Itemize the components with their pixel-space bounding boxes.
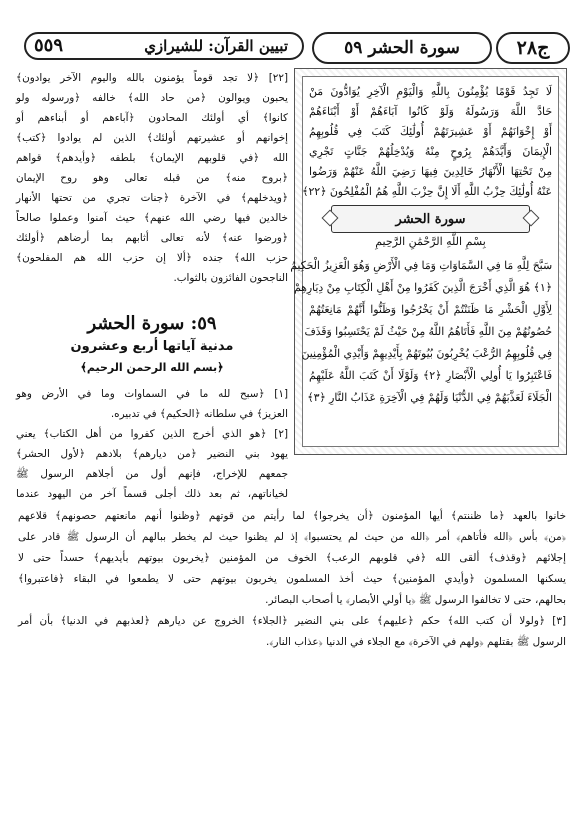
quran-text-frame [290,76,559,447]
tafsir-line: حزب الله﴾ جنده ﴿ألا إن حزب الله هم المفلحون﴾ [16,252,288,264]
quran-line: لَا تَجِدُ قَوْمًا يُؤْمِنُونَ بِاللَّهِ وَالْيَوْمِ الْآخِرِ يُوَادُّونَ مَنْ [309,85,552,98]
full-width-line: يسكنها المسلمون ﴿وأيدي المؤمنين﴾ حيث أخذ المسلمون يخربون بيوتهم حتى لا يطمعوا في البقاء ﴿فاعتبروا﴾ [18,573,566,585]
full-width-line: بحالهم، حتى لا تخالفوا الرسول ﷺ ﴿يا أولي الأبصار﴾ يا أصحاب البصائر. [265,594,566,606]
quran-line: لِأَوَّلِ الْحَشْرِ مَا ظَنَنْتُمْ أَنْ يَخْرُجُوا وَظَنُّوا أَنَّهُمْ مَانِعَتُهُمْ [309,303,552,316]
quran-panel [290,68,567,455]
quran-line: سَبَّحَ لِلَّهِ مَا فِي السَّمَاوَاتِ وَمَا فِي الْأَرْضِ وَهُوَ الْعَزِيزُ الْحَكِيمُ [290,259,552,272]
full-width-line: [٣] ﴿ولولا أن كتب الله﴾ حكم ﴿عليهم﴾ على بني النضير ﴿الجلاء﴾ الخروج عن ديارهم ﴿لعذبهم في الدنيا﴾ بأن أمر [18,615,566,627]
full-width-line: ﴿من﴾ بأس ﴿الله فأتاهم﴾ أمر ﴿الله من حيث لم يحتسبوا﴾ إذ لم يظنوا حيث لم يخطر ببالهم أن الرسول ﷺ قادر على [18,531,566,543]
tafsir-line: إخوانهم أو عشيرتهم أولئك﴾ الذين لم يوادوا ﴿كتب﴾ [16,132,288,144]
page-header [14,30,570,64]
tafsir-line: ﴿بروح منه﴾ من قبله تعالى وهو روح الإيمان [16,172,288,184]
tafsir-line: جمعهم للإخراج، فإنهم أول من أجلاهم الرسول ﷺ [16,468,288,480]
juz-label: ج٢٨ [496,32,570,64]
quran-line: فَاعْتَبِرُوا يَا أُولِي الْأَبْصَارِ ﴿٢﴾ وَلَوْلَا أَنْ كَتَبَ اللَّهُ عَلَيْهِمُ [309,369,553,382]
quran-basmala: بِسْمِ اللَّهِ الرَّحْمَٰنِ الرَّحِيمِ [375,235,486,248]
quran-line: مِنْ تَحْتِهَا الْأَنْهَارُ خَالِدِينَ فِيهَا رَضِيَ اللَّهُ عَنْهُمْ وَرَضُوا [309,165,552,178]
quran-line: حَادَّ اللَّهَ وَرَسُولَهُ وَلَوْ كَانُوا آبَاءَهُمْ أَوْ أَبْنَاءَهُمْ [309,105,552,118]
tafsir-line: ﴿ورضوا عنه﴾ لأنه تعالى أثابهم بما أرضاهم ﴿أولئك [16,232,288,244]
tafsir-surah-info: مدنية آياتها أربع وعشرون [70,339,234,354]
tafsir-line: الله ﴿في قلوبهم الإيمان﴾ بلطفه ﴿وأيدهم﴾ قواهم [16,152,288,164]
quran-line: ﴿١﴾ هُوَ الَّذِي أَخْرَجَ الَّذِينَ كَفَرُوا مِنْ أَهْلِ الْكِتَابِ مِنْ دِيَارِهِمْ [293,281,552,294]
tafsir-basmala: ﴿بسم الله الرحمن الرحيم﴾ [80,361,224,374]
quran-line: حُصُونُهُمْ مِنَ اللَّهِ فَأَتَاهُمُ اللَّهُ مِنْ حَيْثُ لَمْ يَحْتَسِبُوا وَقَذَفَ [304,325,552,338]
tafsir-line: [١] ﴿سبح لله ما في السماوات وما في الأرض وهو [16,388,288,400]
tafsir-line: العزيز﴾ في سلطانه ﴿الحكيم﴾ في تدبيره. [110,408,288,420]
tafsir-line: ﴿ويدخلهم﴾ في الآخرة ﴿جنات تجري من تحتها الأنهار [16,192,288,204]
surah-header: سورة الحشر ٥٩ [312,32,492,64]
full-width-line: خانوا بالعهد ﴿ما ظننتم﴾ أيها المؤمنون ﴿أن يخرجوا﴾ لما رأيتم من قوتهم ﴿وظنوا أنهم مانعتهم حصونهم﴾ قلاعهم [18,510,566,522]
tafsir-line: [٢] ﴿هو الذي أخرج الذين كفروا من أهل الكتاب﴾ يعني [16,428,288,440]
tafsir-line: لخياناتهم، ثم بعد ذلك أجلى قسماً آخر من اليهود عندما [16,488,288,500]
tafsir-line: الناجحون الفائزون بالثواب. [173,272,288,284]
book-title-box [24,32,304,60]
quran-line: الْإِيمَانَ وَأَيَّدَهُمْ بِرُوحٍ مِنْهُ وَيُدْخِلُهُمْ جَنَّاتٍ تَجْرِي [309,145,552,158]
quran-line: الْجَلَاءَ لَعَذَّبَهُمْ فِي الدُّنْيَا وَلَهُمْ فِي الْآخِرَةِ عَذَابُ النَّارِ ﴿٣﴾ [307,391,552,404]
full-width-line: الرسول ﷺ بقتلهم ﴿ولهم في الآخرة﴾ مع الجلاء في الدنيا ﴿عذاب النار﴾. [265,636,566,648]
quran-line: فِي قُلُوبِهِمُ الرُّعْبَ يُخْرِبُونَ بُيُوتَهُمْ بِأَيْدِيهِمْ وَأَيْدِي الْمُؤْمِنِينَ [301,347,552,360]
full-width-line: إجلائهم ﴿وقذف﴾ ألقى الله ﴿في قلوبهم الرعب﴾ الخوف من المؤمنين ﴿يخربون بيوتهم بأيديهم﴾ حسداً حتى لا [18,552,566,564]
quran-line: عَنْهُ أُولَٰئِكَ حِزْبُ اللَّهِ أَلَا إِنَّ حِزْبَ اللَّهِ هُمُ الْمُفْلِحُونَ ﴿٢٢﴾ [302,185,552,198]
tafsir-line: خالدين فيها رضي الله عنهم﴾ حيث آمنوا وعملوا صالحاً [16,212,288,224]
surah-banner: سورة الحشر [331,205,530,233]
tafsir-line: يهود بني النضير ﴿من ديارهم﴾ بلادهم ﴿لأول الحشر﴾ [16,448,288,460]
quran-line: أَوْ إِخْوَانَهُمْ أَوْ عَشِيرَتَهُمْ أُولَٰئِكَ كَتَبَ فِي قُلُوبِهِمُ [309,125,552,138]
book-title: تبيين القرآن: للشيرازي [144,37,288,55]
tafsir-column [16,68,288,460]
tafsir-line: كانوا﴾ أي أولئك المحادون ﴿آباءهم أو أبناءهم أو [16,112,288,124]
tafsir-surah-title: ٥٩: سورة الحشر [87,313,217,334]
page-number: ٥٥٩ [34,35,64,56]
tafsir-line: يحبون ويوالون ﴿من حاد الله﴾ خالفه ﴿ورسوله ولو [16,92,288,104]
tafsir-line: [٢٢] ﴿لا تجد قوماً يؤمنون بالله واليوم الآخر يوادون﴾ [16,72,288,84]
